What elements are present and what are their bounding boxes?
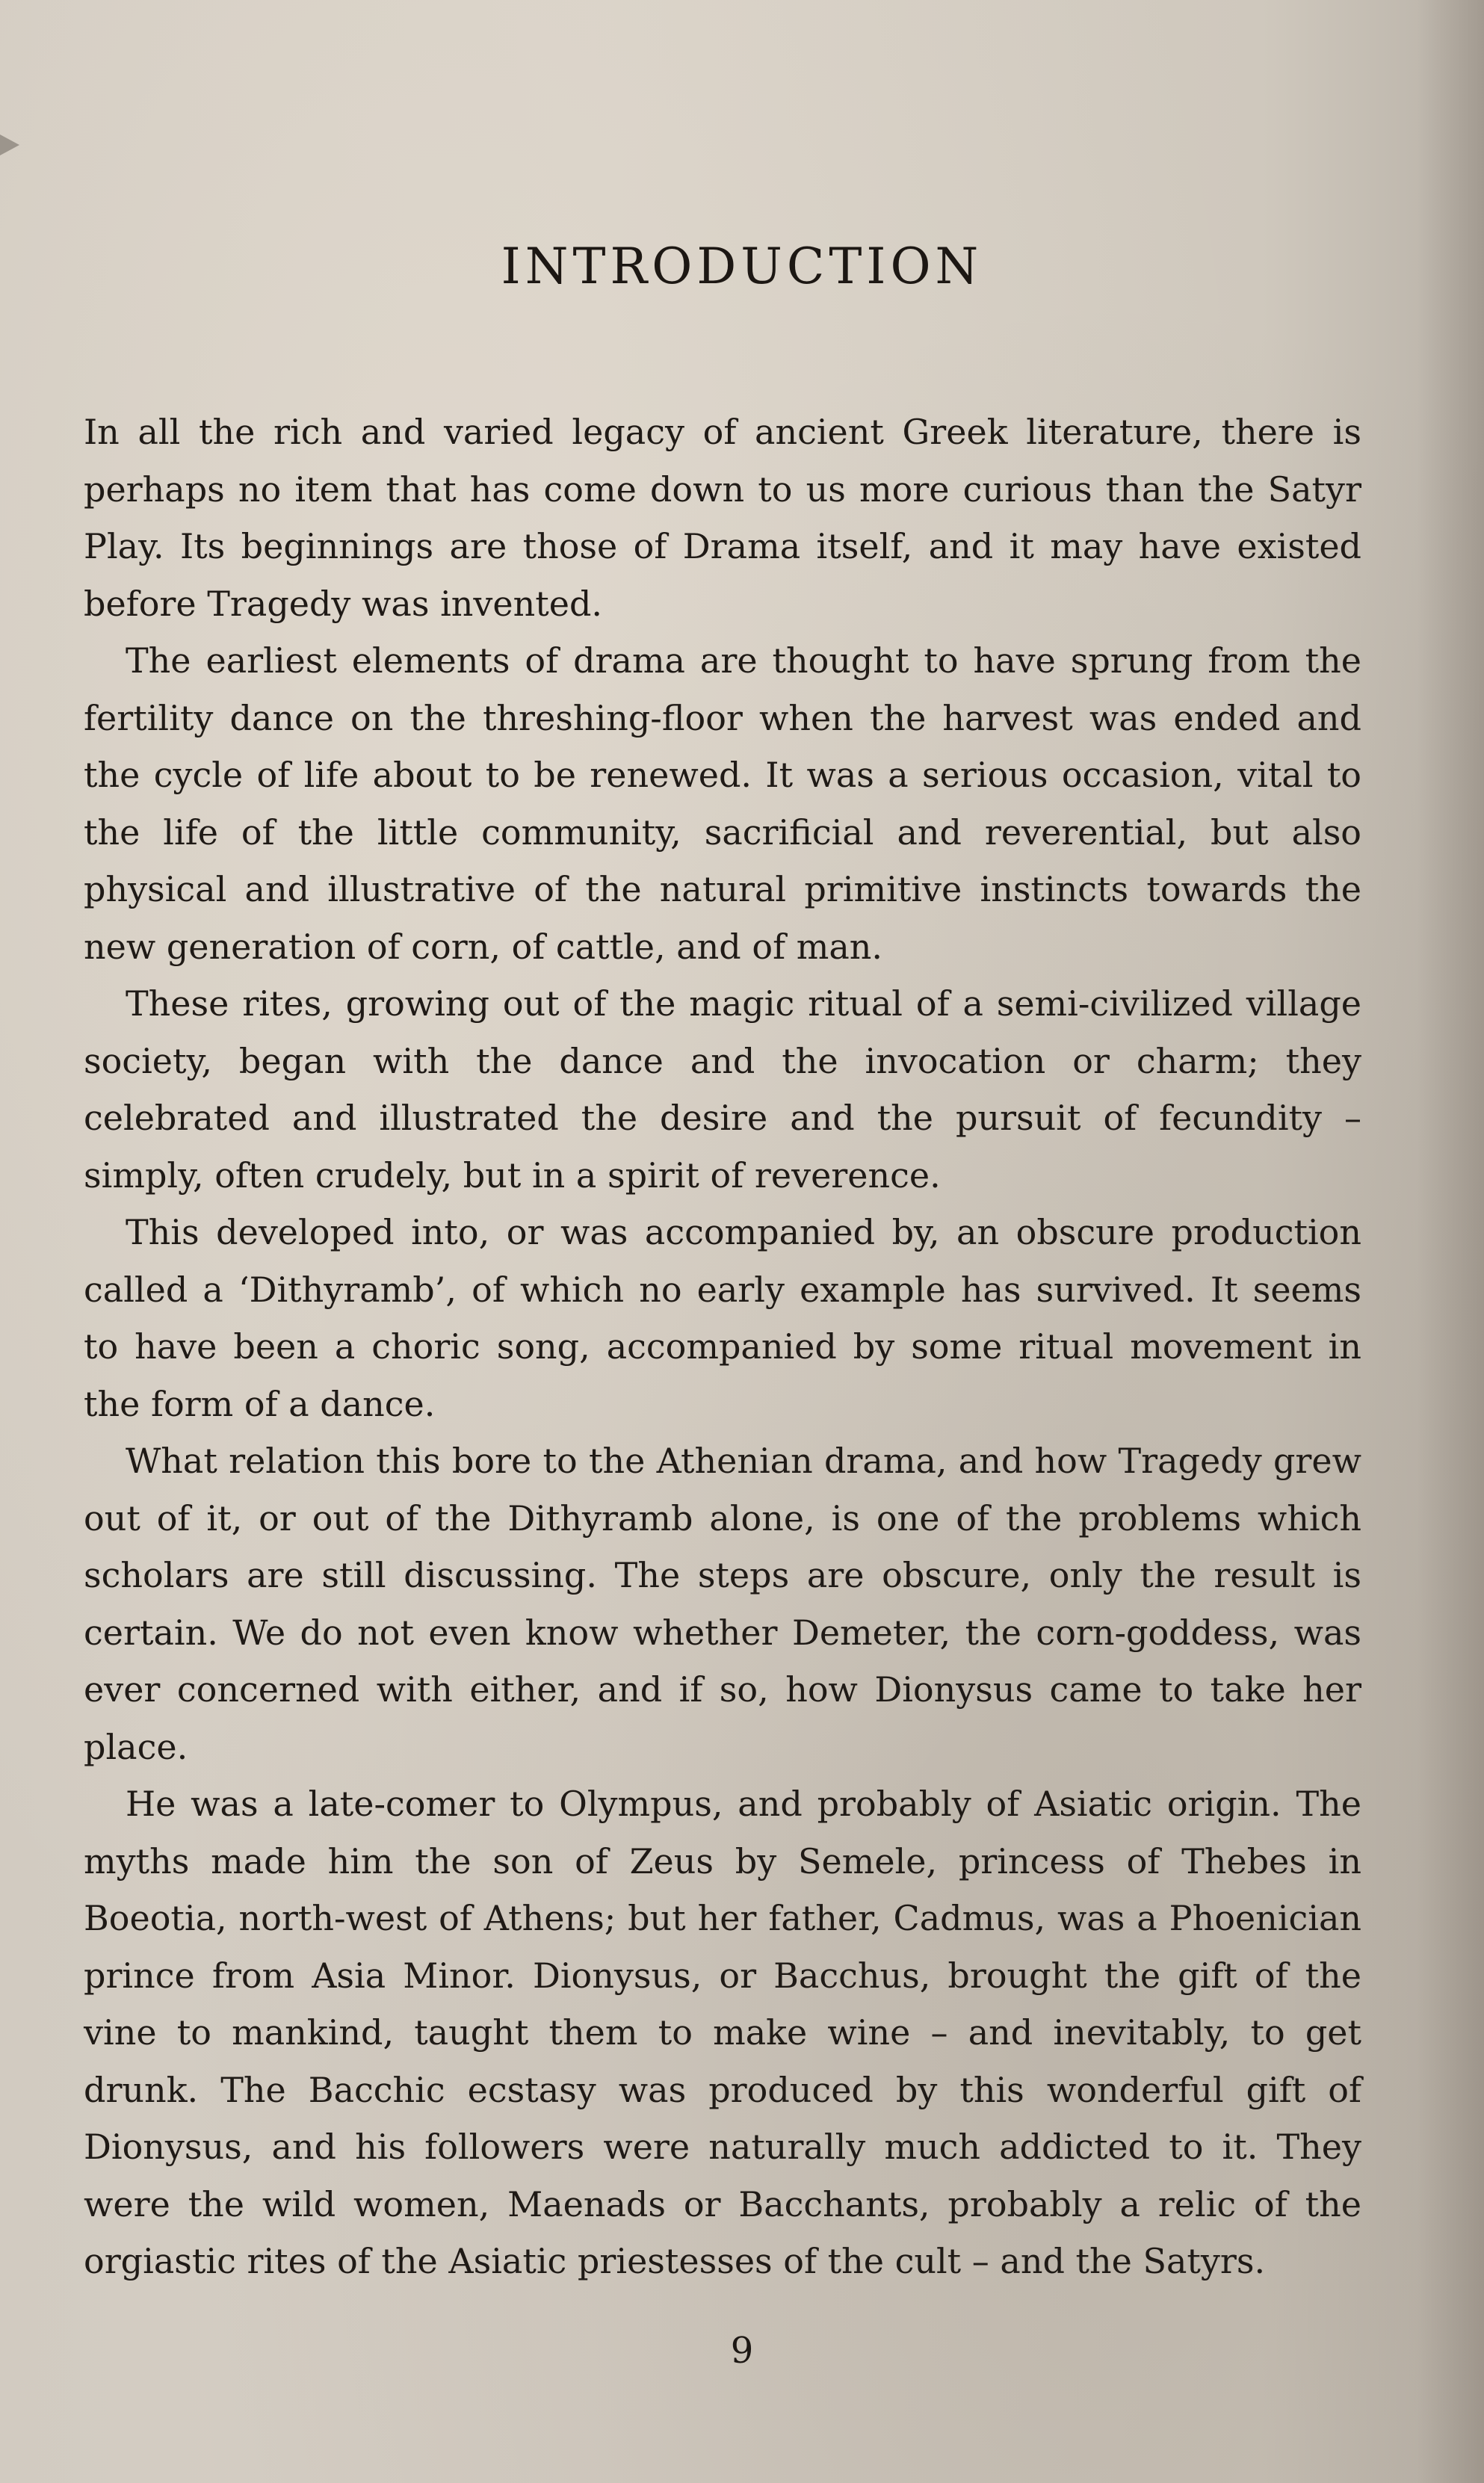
chapter-title: INTRODUCTION bbox=[501, 238, 983, 295]
body-text bbox=[84, 403, 1361, 2290]
paragraph-4: This developed into, or was accompanied by, an obscure production called a ‘Dithyramb’, of which no early example has survived. It seems to have been a choric song, accompanied by some ritual movement in the form of a dance. bbox=[84, 1212, 1361, 1424]
page-number: 9 bbox=[730, 2330, 754, 2372]
paragraph-2: The earliest elements of drama are thought to have sprung from the fertility dance on the threshing-floor when the harvest was ended and the cycle of life about to be renewed. It was a serious occasion, vital to the life of the little community, sacrificial and reverential, but also physical and illustrative of the natural primitive instincts towards the new generation of corn, of cattle, and of man. bbox=[84, 640, 1361, 967]
paragraph-3: These rites, growing out of the magic ritual of a semi-civilized village society, began with the dance and the invocation or charm; they celebrated and illustrated the desire and the pursuit of fecundity – simply, often crudely, but in a spirit of reverence. bbox=[84, 983, 1361, 1196]
page-edge-tear bbox=[0, 134, 19, 155]
paragraph-1: In all the rich and varied legacy of ancient Greek literature, there is perhaps no item that has come down to us more curious than the Satyr Play. Its beginnings are those of Drama itself, and it may have existed before Tragedy was invented. bbox=[84, 412, 1361, 624]
paragraph-5: What relation this bore to the Athenian drama, and how Tragedy grew out of it, or out of the Dithyramb alone, is one of the problems which scholars are still discussing. The steps are obscure, only the result is certain. We do not even know whether Demeter, the corn-goddess, was ever concerned with either, and if so, how Dionysus came to take her place. bbox=[84, 1441, 1361, 1767]
paragraph-6: He was a late-comer to Olympus, and probably of Asiatic origin. The myths made him the son of Zeus by Semele, princess of Thebes in Boeotia, north-west of Athens; but her father, Cadmus, was a Phoenician prince from Asia Minor. Dionysus, or Bacchus, brought the gift of the vine to mankind, taught them to make wine – and inevitably, to get drunk. The Bacchic ecstasy was produced by this wonderful gift of Dionysus, and his followers were naturally much addicted to it. They were the wild women, Maenads or Bacchants, probably a relic of the orgiastic rites of the Asiatic priestesses of the cult – and the Satyrs. bbox=[84, 1784, 1361, 2281]
